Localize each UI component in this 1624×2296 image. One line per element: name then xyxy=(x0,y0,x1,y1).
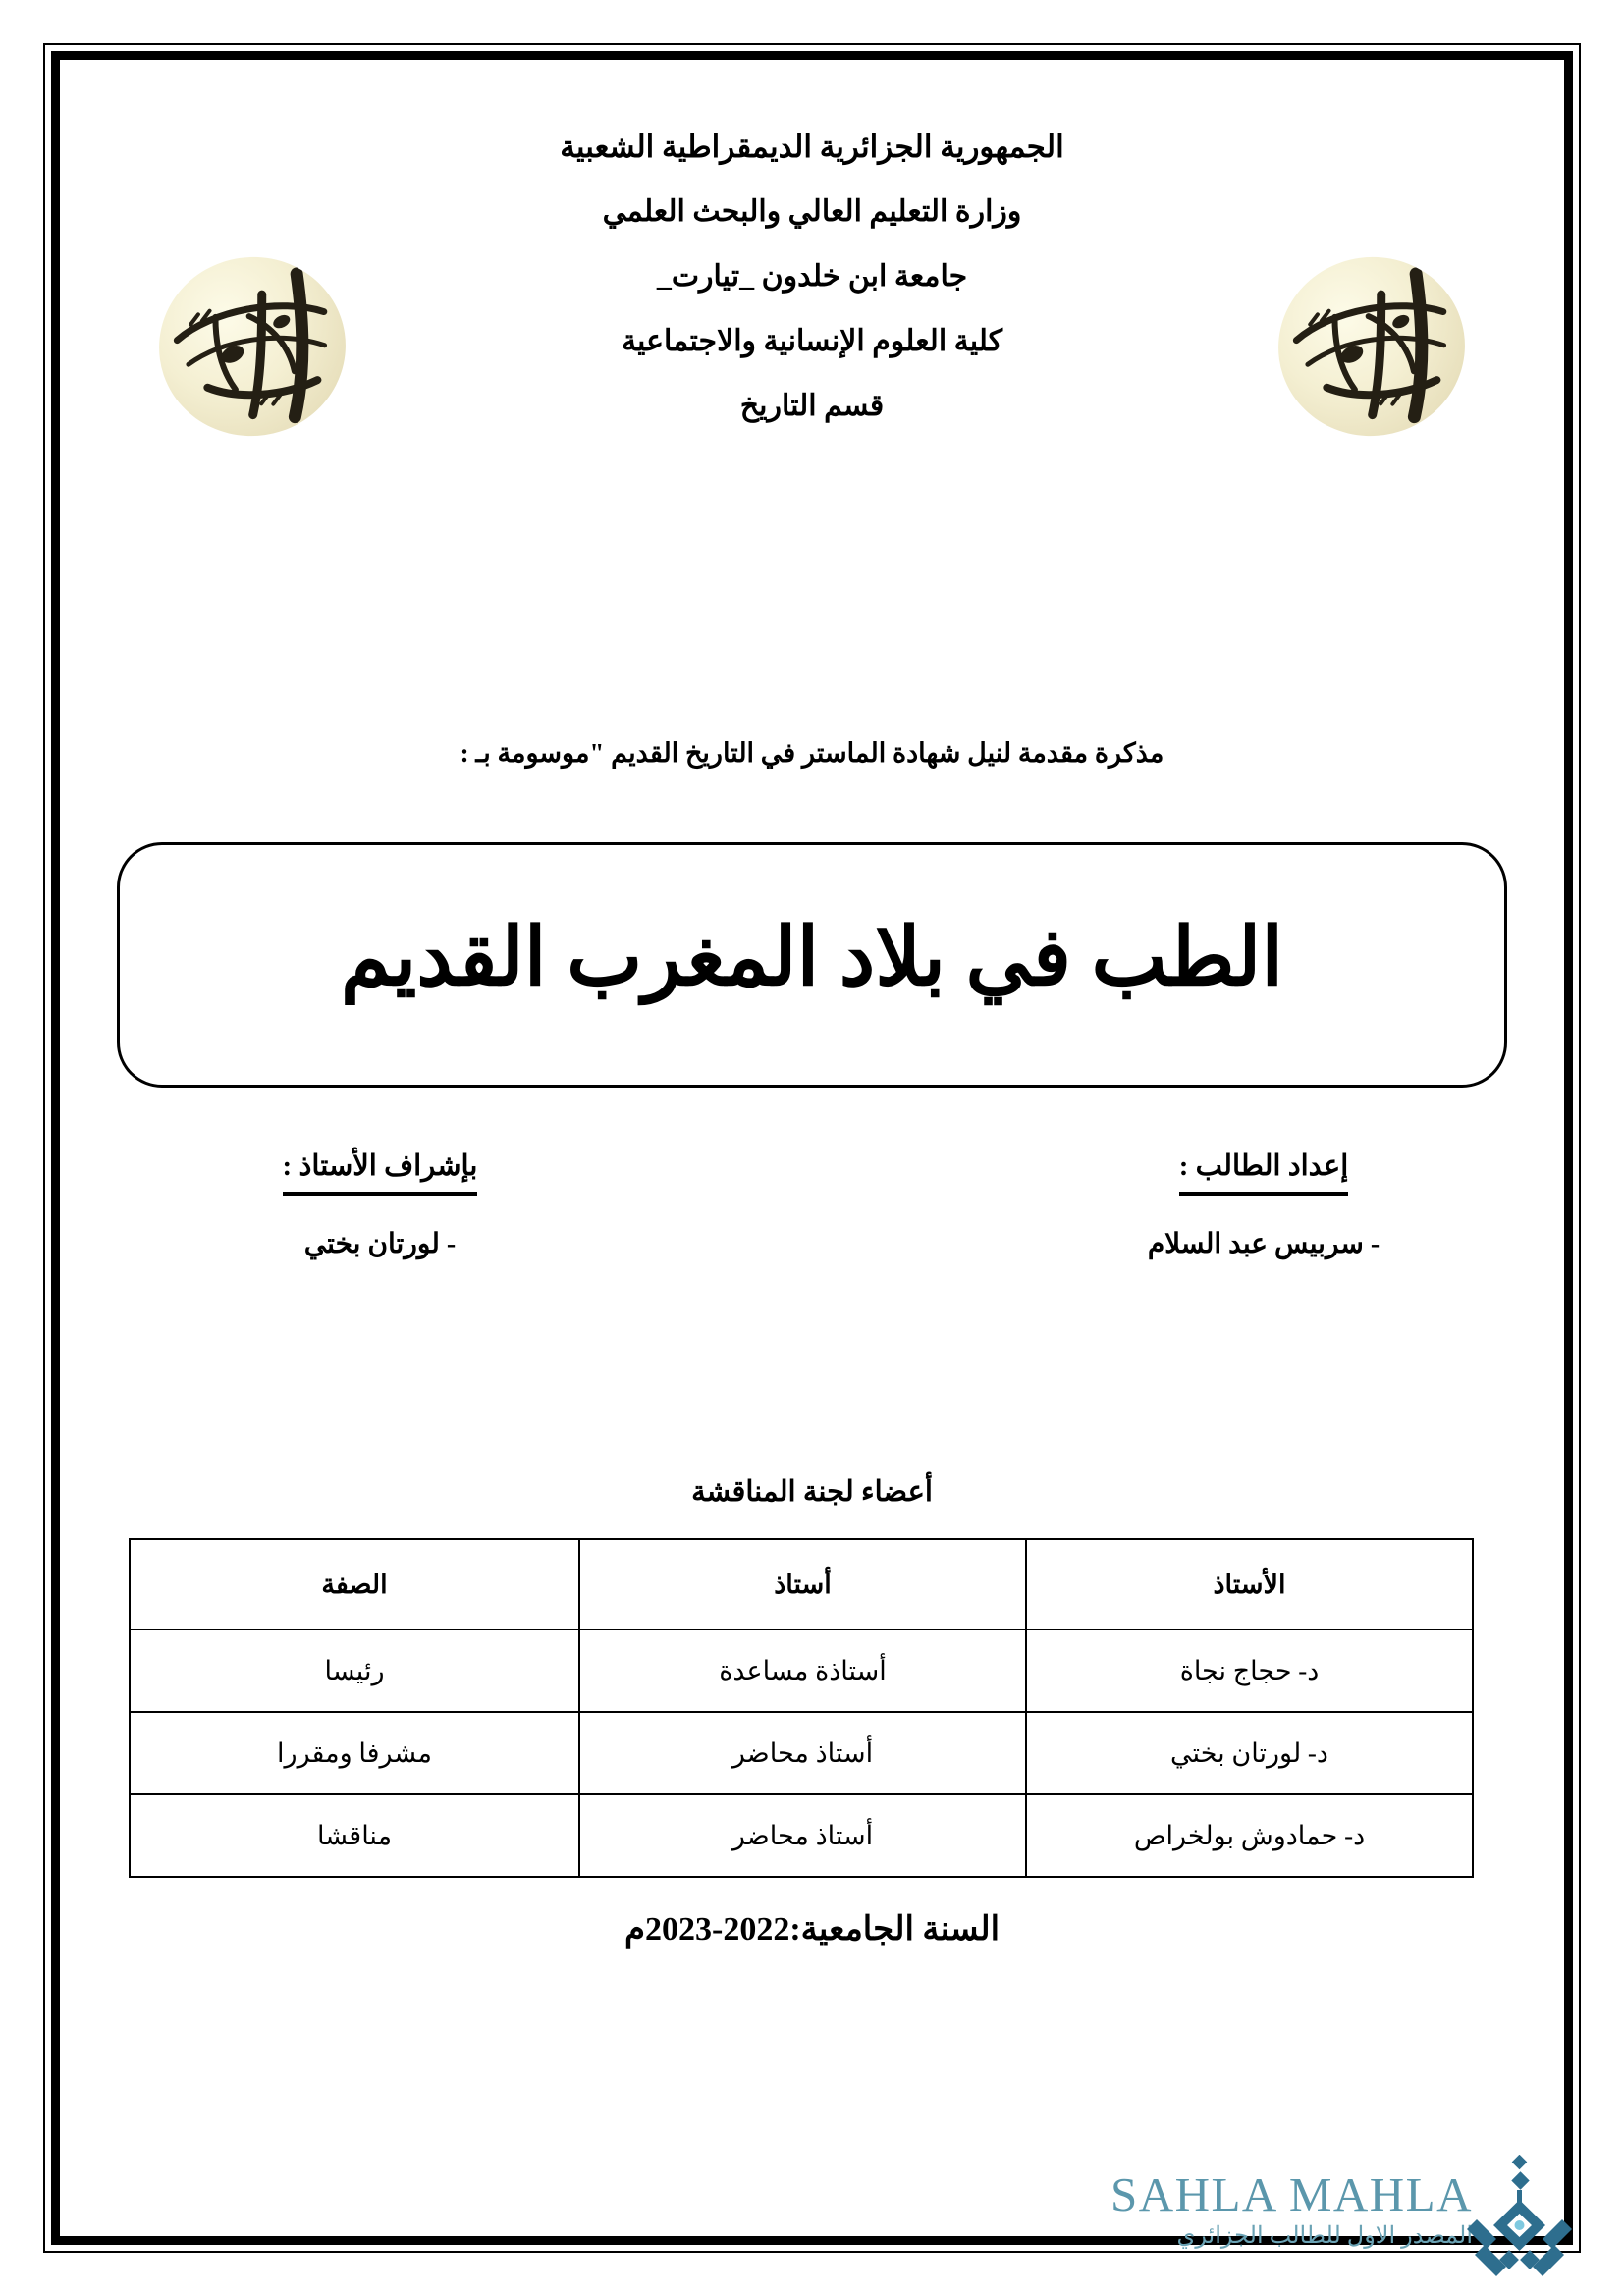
committee-cell-professor: د- حجاج نجاة xyxy=(1026,1629,1473,1712)
university-emblem-right xyxy=(1267,245,1476,449)
committee-cell-professor: د- حمادوش بولخراص xyxy=(1026,1794,1473,1877)
committee-heading: أعضاء لجنة المناقشة xyxy=(691,1476,933,1508)
committee-cell-role: مناقشا xyxy=(130,1794,579,1877)
institution-lines xyxy=(419,132,1205,456)
student-name: - سربيس عبد السلام xyxy=(1147,1229,1380,1259)
academic-year: السنة الجامعية:2022-2023م xyxy=(623,1911,1001,1948)
committee-header-role: الصفة xyxy=(130,1539,579,1629)
committee-header-row xyxy=(130,1539,1473,1629)
student-column xyxy=(1053,1148,1475,1260)
thesis-title: الطب في بلاد المغرب القديم xyxy=(340,912,1284,1002)
committee-cell-role: مشرفا ومقررا xyxy=(130,1712,579,1794)
committee-cell-professor: د- لورتان بختي xyxy=(1026,1712,1473,1794)
committee-cell-rank: أستاذة مساعدة xyxy=(579,1629,1026,1712)
committee-cell-rank: أستاذ محاضر xyxy=(579,1712,1026,1794)
table-row xyxy=(130,1712,1473,1794)
committee-cell-rank: أستاذ محاضر xyxy=(579,1794,1026,1877)
ministry-line: وزارة التعليم العالي والبحث العلمي xyxy=(602,195,1022,228)
committee-table xyxy=(129,1538,1474,1878)
table-row xyxy=(130,1794,1473,1877)
thesis-title-box xyxy=(117,842,1507,1088)
committee-header-rank: أستاذ xyxy=(579,1539,1026,1629)
committee-header-professor: الأستاذ xyxy=(1026,1539,1473,1629)
page-content xyxy=(61,61,1563,2249)
sahla-mahla-logo-icon xyxy=(1463,2155,1573,2278)
table-row xyxy=(130,1629,1473,1712)
submission-statement: مذكرة مقدمة لنيل شهادة الماستر في التاريخ القديم "موسومة بـ : xyxy=(460,738,1164,768)
university-line: جامعة ابن خلدون _تيارت_ xyxy=(656,260,968,293)
university-emblem-left xyxy=(147,245,356,449)
country-line: الجمهورية الجزائرية الديمقراطية الشعبية xyxy=(560,130,1064,164)
supervisor-label: بإشراف الأستاذ : xyxy=(283,1148,478,1196)
sahla-mahla-watermark xyxy=(1060,2159,1610,2286)
watermark-tagline: المصدر الاول للطالب الجزائري xyxy=(1176,2223,1473,2249)
supervisor-column xyxy=(169,1148,591,1260)
people-block xyxy=(61,1148,1563,1306)
department-line: قسم التاريخ xyxy=(739,390,885,422)
student-label: إعداد الطالب : xyxy=(1179,1148,1349,1196)
watermark-brand: SAHLA MAHLA xyxy=(1110,2167,1473,2221)
supervisor-name: - لورتان بختي xyxy=(303,1229,457,1259)
committee-cell-role: رئيسا xyxy=(130,1629,579,1712)
faculty-line: كلية العلوم الإنسانية والاجتماعية xyxy=(621,325,1003,357)
header-block xyxy=(61,132,1563,455)
